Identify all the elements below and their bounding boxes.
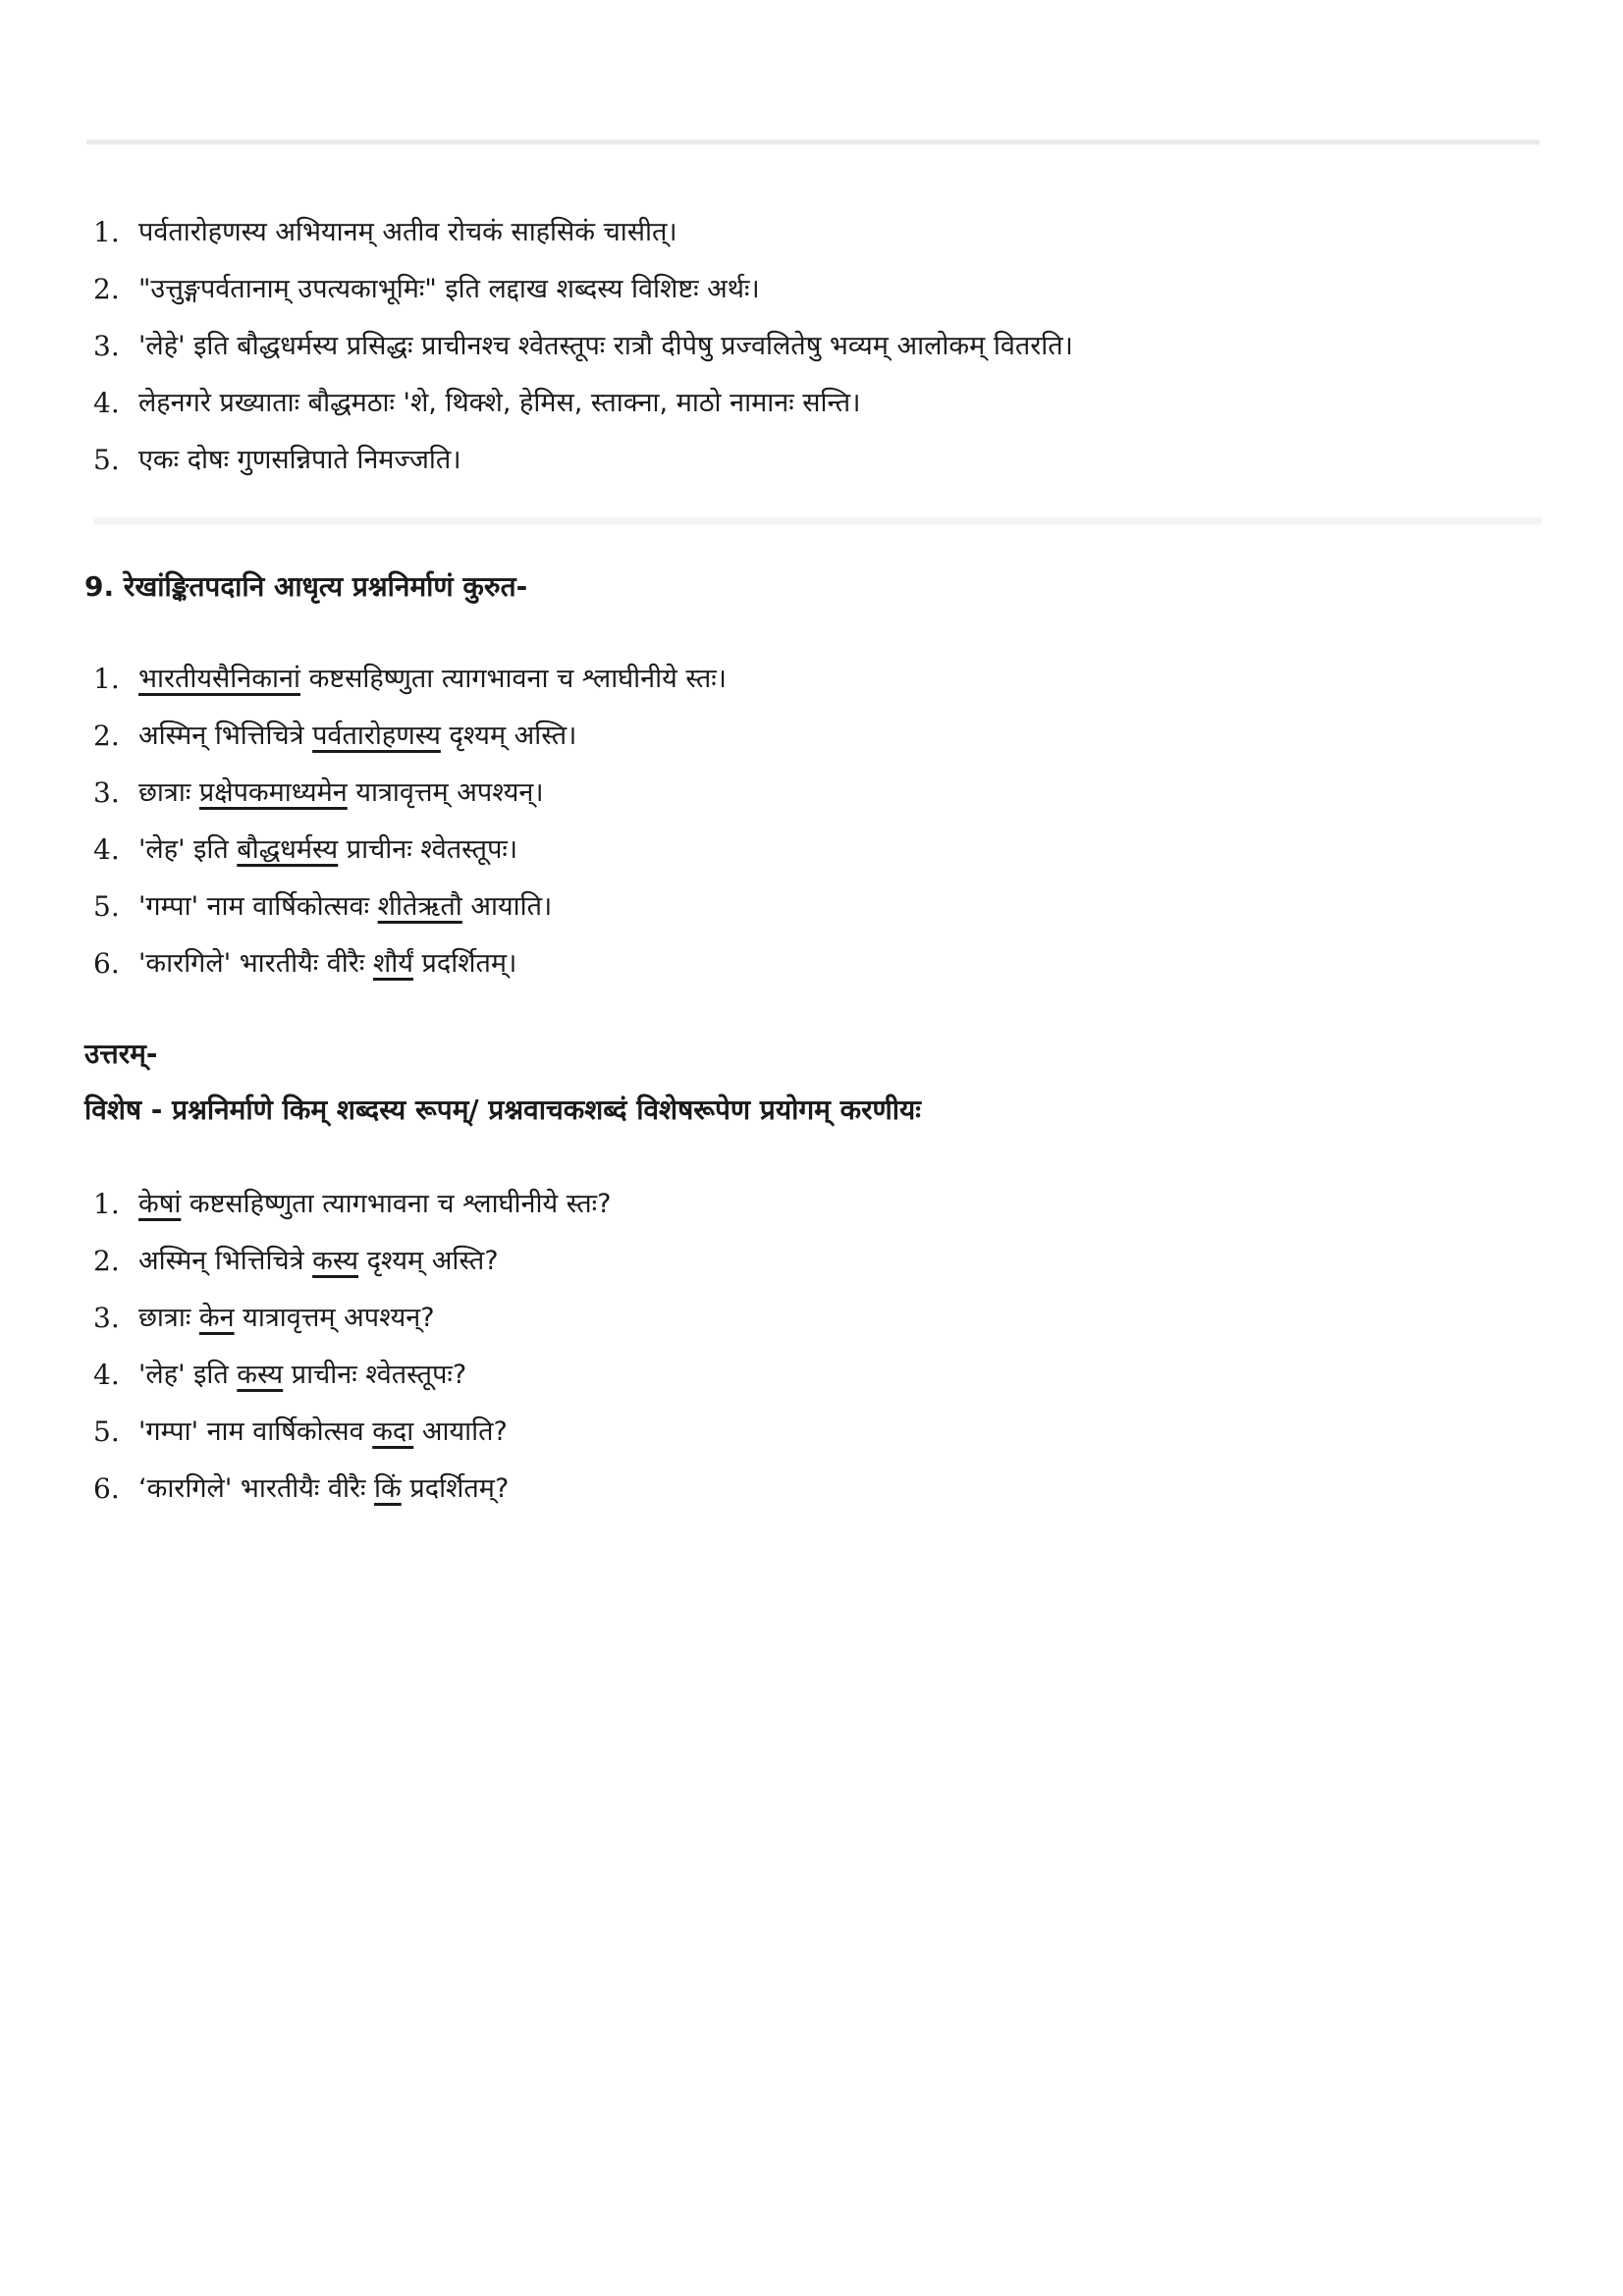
section-divider	[93, 517, 1542, 525]
question-heading: 9. रेखांङ्कितपदानि आधृत्य प्रश्ननिर्माणं कुरुत-	[84, 570, 528, 603]
text-after: कष्टसहिष्णुता त्यागभावना च श्लाघीनीये स्तः।	[300, 664, 727, 694]
item-text	[138, 708, 576, 765]
item-number: 2.	[93, 720, 120, 752]
item-number: 5.	[93, 444, 120, 476]
text-after: यात्रावृत्तम् अपश्यन्।	[347, 777, 544, 808]
item-number: 5.	[93, 1415, 120, 1448]
text-before: अस्मिन् भित्तिचित्रे	[138, 1246, 313, 1276]
text-after: दृश्यम् अस्ति।	[440, 721, 577, 751]
text-after: प्राचीनः श्वेतस्तूपः?	[283, 1360, 467, 1390]
text-before: छात्राः	[138, 777, 199, 808]
item-number: 2.	[93, 1245, 120, 1277]
underlined-word: केन	[198, 1303, 235, 1333]
item-number: 5.	[93, 890, 120, 923]
text-after: प्रदर्शितम्।	[412, 948, 517, 979]
item-number: 1.	[93, 663, 120, 695]
item-number: 4.	[93, 1359, 120, 1391]
item-number: 3.	[93, 776, 120, 809]
item-text	[138, 935, 516, 992]
text-before: छात्राः	[138, 1303, 199, 1333]
item-text: एकः दोषः गुणसन्निपाते निमज्जति।	[138, 445, 461, 475]
text-before: अस्मिन् भित्तिचित्रे	[138, 721, 313, 751]
underlined-word: कस्य	[237, 1360, 284, 1390]
item-text	[138, 1290, 435, 1347]
underlined-word: पर्वतारोहणस्य	[312, 721, 441, 751]
text-before: 'लेह' इति	[138, 834, 238, 865]
text-after: आयाति?	[413, 1416, 508, 1447]
underlined-word: कदा	[372, 1416, 414, 1447]
text-after: प्रदर्शितम्?	[401, 1473, 510, 1504]
text-before: 'कारगिले' भारतीयैः वीरैः	[138, 948, 373, 979]
item-text	[138, 1347, 466, 1404]
text-after: यात्रावृत्तम् अपश्यन्?	[234, 1303, 435, 1333]
text-before: 'गम्पा' नाम वार्षिकोत्सव	[138, 1416, 373, 1447]
underlined-word: शौर्यं	[372, 948, 413, 979]
underlined-word: केषां	[138, 1189, 182, 1219]
item-number: 3.	[93, 330, 120, 362]
underlined-word: किं	[374, 1473, 402, 1504]
item-text: पर्वतारोहणस्य अभियानम् अतीव रोचकं साहसिकं चासीत्।	[138, 217, 677, 247]
item-number: 1.	[93, 216, 120, 248]
item-number: 6.	[93, 1472, 120, 1505]
underlined-word: बौद्धधर्मस्य	[237, 834, 339, 865]
text-after: आयाति।	[461, 891, 553, 922]
text-before: ‘कारगिले' भारतीयैः वीरैः	[138, 1473, 375, 1504]
item-text	[138, 822, 517, 879]
underlined-word: कस्य	[312, 1246, 358, 1276]
text-after: कष्टसहिष्णुता त्यागभावना च श्लाघीनीये स्तः?	[181, 1189, 612, 1219]
item-text	[138, 1404, 508, 1461]
item-text	[138, 1233, 499, 1290]
item-text	[138, 879, 552, 935]
item-number: 6.	[93, 947, 120, 980]
item-text	[138, 651, 727, 708]
item-number: 4.	[93, 387, 120, 419]
underlined-word: शीतेऋतौ	[377, 891, 462, 922]
item-number: 2.	[93, 273, 120, 305]
item-text	[138, 1176, 611, 1233]
item-text: लेहनगरे प्रख्याताः बौद्धमठाः 'शे, थिक्शे, हेमिस, स्ताक्ना, माठो नामानः सन्ति।	[138, 388, 861, 418]
item-text: "उत्तुङ्गपर्वतानाम् उपत्यकाभूमिः" इति लद्दाख शब्दस्य विशिष्टः अर्थः।	[138, 274, 760, 304]
text-after: दृश्यम् अस्ति?	[358, 1246, 499, 1276]
item-number: 3.	[93, 1302, 120, 1334]
item-number: 1.	[93, 1188, 120, 1220]
item-text	[138, 765, 544, 822]
item-number: 4.	[93, 833, 120, 866]
answer-note: विशेष - प्रश्ननिर्माणे किम् शब्दस्य रूपम्/ प्रश्नवाचकशब्दं विशेषरूपेण प्रयोगम् करणीयः	[84, 1094, 921, 1126]
item-text: 'लेहे' इति बौद्धधर्मस्य प्रसिद्धः प्राचीनश्च श्वेतस्तूपः रात्रौ दीपेषु प्रज्वलितेषु भव्यम् आलोकम् वितरति।	[138, 331, 1073, 361]
text-before: 'लेह' इति	[138, 1360, 238, 1390]
answer-label: उत्तरम्-	[84, 1038, 158, 1070]
top-divider	[86, 139, 1540, 145]
text-before: 'गम्पा' नाम वार्षिकोत्सवः	[138, 891, 378, 922]
text-after: प्राचीनः श्वेतस्तूपः।	[338, 834, 518, 865]
underlined-word: प्रक्षेपकमाध्यमेन	[198, 777, 348, 808]
item-text	[138, 1461, 509, 1518]
underlined-word: भारतीयसैनिकानां	[138, 664, 300, 694]
